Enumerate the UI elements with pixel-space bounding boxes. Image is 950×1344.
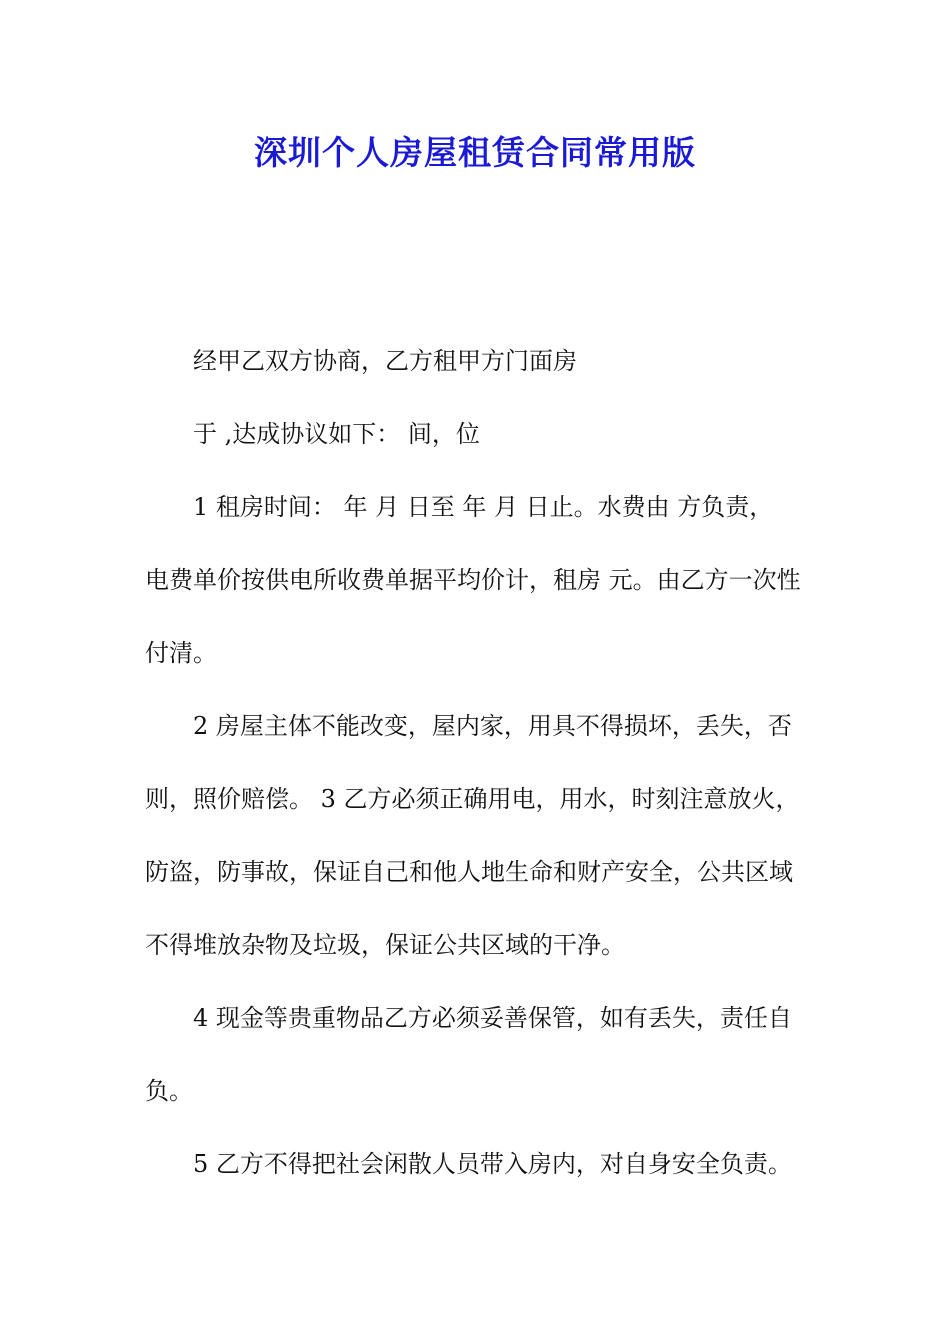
body-line-4: 电费单价按供电所收费单据平均价计，租房 元。由乙方一次性 <box>145 566 801 594</box>
body-line-11: 负。 <box>145 1077 193 1105</box>
body-line-3: 1 租房时间： 年 月 日至 年 月 日止。水费由 方负责， <box>193 493 774 521</box>
body-line-1: 经甲乙双方协商，乙方租甲方门面房 <box>193 347 577 375</box>
document-body <box>145 325 810 1201</box>
body-line-6: 2 房屋主体不能改变，屋内家，用具不得损坏，丢失，否 <box>193 712 792 740</box>
body-line-5: 付清。 <box>145 639 217 667</box>
body-line-2: 于 ,达成协议如下： 间，位 <box>193 420 480 448</box>
body-line-10: 4 现金等贵重物品乙方必须妥善保管，如有丢失，责任自 <box>193 1004 792 1032</box>
body-line-8: 防盗，防事故，保证自己和他人地生命和财产安全，公共区域 <box>145 858 793 886</box>
document-title: 深圳个人房屋租赁合同常用版 <box>254 133 696 172</box>
body-line-9: 不得堆放杂物及垃圾，保证公共区域的干净。 <box>145 931 625 959</box>
body-line-7: 则，照价赔偿。 3 乙方必须正确用电，用水，时刻注意放火， <box>145 785 800 813</box>
body-line-12: 5 乙方不得把社会闲散人员带入房内，对自身安全负责。 <box>193 1150 792 1178</box>
